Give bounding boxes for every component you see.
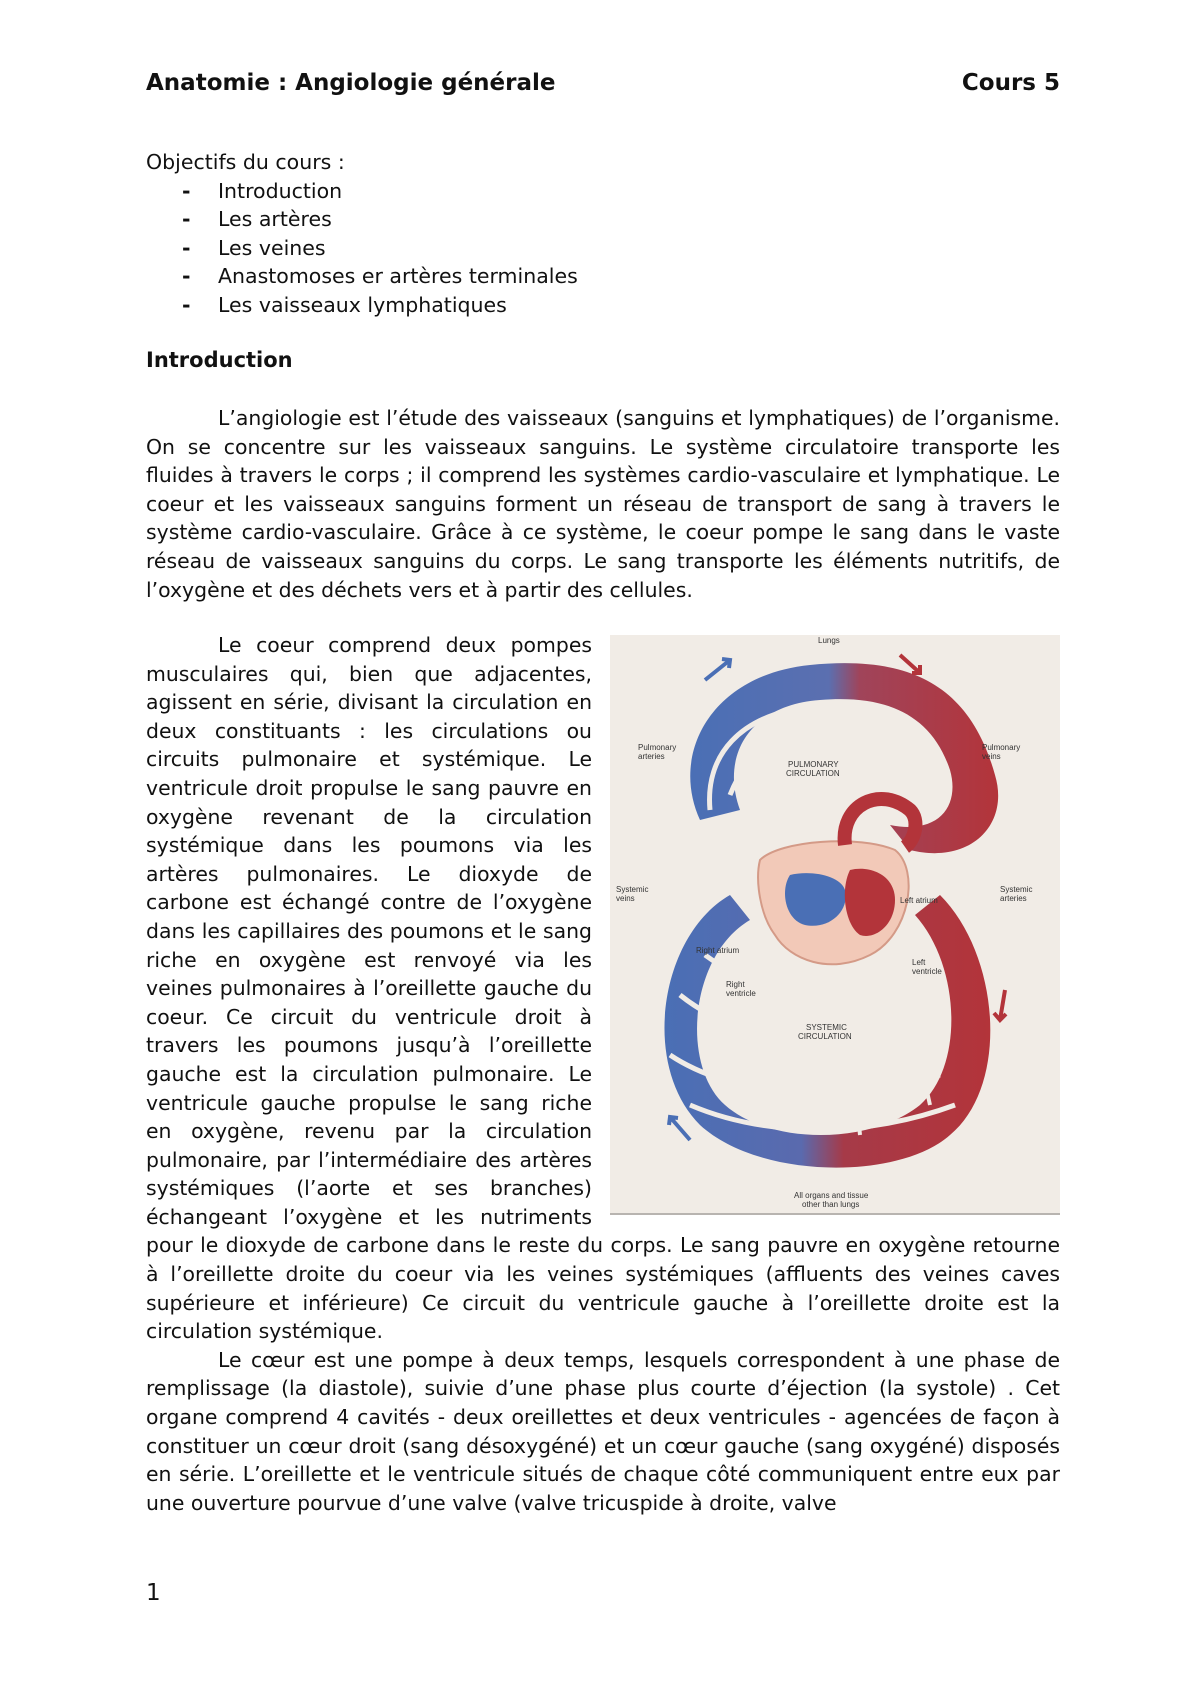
objective-text: Les artères [218,207,332,232]
objective-text: Les vaisseaux lymphatiques [218,292,507,317]
list-item [182,262,578,291]
label-systemic-arteries-1: Systemic [1000,885,1033,894]
paragraph-2-text: Le coeur comprend deux pompes musculaires qui, bien que adjacentes, agissent en série, divisant la circulation en deux constituants : les circulations ou circuits pulmonaire et systémique. Le ventricule droit propulse le sang pauvre en oxygène revenant de la circulation systémique dans les poumons via les artères pulmonaires. Le dioxyde de carbone est échangé contre de l’oxygène dans les capillaires des poumons et le sang riche en oxygène est renvoyé via les veines pulmonaires à l’oreillette gauche du coeur. Ce circuit du ventricule droit à travers les poumons jusqu’à l’oreillette gauche est la circulation pulmonaire. Le ventricule gauche propulse le sang riche en oxygène, revenu par la circulation pulmonaire, par l’intermédiaire des artères systémiques (l’aorte et ses branches) échangeant l’oxygène et les nutriments pour le dioxyde de carbone dans le reste du corps. Le sang pauvre en oxygène retourne à l’oreillette droite du coeur via les veines systémiques (affluents des veines caves supérieure et inférieure) Ce circuit du ventricule gauche à l’oreillette droite est la circulation systémique. [146,633,1060,1344]
label-right-atrium: Right atrium [696,946,740,955]
label-left-atrium: Left atrium [900,896,938,905]
paragraph-3 [146,1346,1060,1518]
objective-text: Les veines [218,235,326,260]
paragraph-1 [146,404,1060,604]
bullet-dash: - [182,292,191,317]
header-title: Anatomie : Angiologie générale [146,70,556,96]
label-pulmonary-arteries-1: Pulmonary [638,743,677,752]
bullet-dash: - [182,178,191,203]
circulation-diagram [610,635,1060,1215]
paragraph-1-text: L’angiologie est l’étude des vaisseaux (sanguins et lymphatiques) de l’organisme. On se concentre sur les vaisseaux sanguins. Le système circulatoire transporte les fluides à travers le corps ; il comprend les systèmes cardio-vasculaire et lymphatique. Le coeur et les vaisseaux sanguins forment un réseau de transport de sang à travers le système cardio-vasculaire. Grâce à ce système, le coeur pompe le sang dans le vaste réseau de vaisseaux sanguins du corps. Le sang transporte les éléments nutritifs, de l’oxygène et des déchets vers et à partir des cellules. [146,406,1060,602]
paragraph-3-text: Le cœur est une pompe à deux temps, lesquels correspondent à une phase de remplissage (la diastole), suivie d’une phase plus courte d’éjection (la systole) . Cet organe comprend 4 cavités - deux oreillettes et deux ventricules - agencées de façon à constituer un cœur droit (sang désoxygéné) et un cœur gauche (sang oxygéné) disposés en série. L’oreillette et le ventricule situés de chaque côté communiquent entre eux par une ouverture pourvue d’une valve (valve tricuspide à droite, valve [146,1347,1060,1515]
label-right-ventricle-1: Right [726,980,745,989]
page-number: 1 [146,1580,161,1606]
label-pulmonary-arteries-2: arteries [638,752,665,761]
objective-text: Introduction [218,178,343,203]
label-all-organs-1: All organs and tissue [794,1191,869,1200]
page-header [146,70,1060,96]
objectives-block [146,148,578,320]
label-systemic-veins-1: Systemic [616,885,649,894]
circulation-diagram-svg [610,635,1060,1213]
bullet-dash: - [182,207,191,232]
label-right-ventricle-2: ventricle [726,989,756,998]
label-pulmonary-circulation-1: PULMONARY [788,760,839,769]
label-all-organs-2: other than lungs [802,1200,860,1209]
label-systemic-arteries-2: arteries [1000,894,1027,903]
label-pulmonary-veins-1: Pulmonary [982,743,1021,752]
label-pulmonary-veins-2: veins [982,752,1001,761]
body-with-figure [146,631,1060,1517]
label-systemic-veins-2: veins [616,894,635,903]
bullet-dash: - [182,264,191,289]
label-left-ventricle-2: ventricle [912,967,942,976]
label-systemic-circulation-1: SYSTEMIC [806,1023,847,1032]
label-systemic-circulation-2: CIRCULATION [798,1032,852,1041]
list-item [182,234,578,263]
objectives-list [146,177,578,320]
objective-text: Anastomoses er artères terminales [218,264,578,289]
header-course: Cours 5 [961,70,1060,96]
section-heading: Introduction [146,348,293,372]
list-item [182,291,578,320]
label-left-ventricle-1: Left [912,958,926,967]
label-lungs: Lungs [818,636,840,645]
objectives-title: Objectifs du cours : [146,150,345,174]
heart-illustration [758,799,915,964]
list-item [182,205,578,234]
bullet-dash: - [182,235,191,260]
list-item [182,177,578,206]
label-pulmonary-circulation-2: CIRCULATION [786,769,840,778]
